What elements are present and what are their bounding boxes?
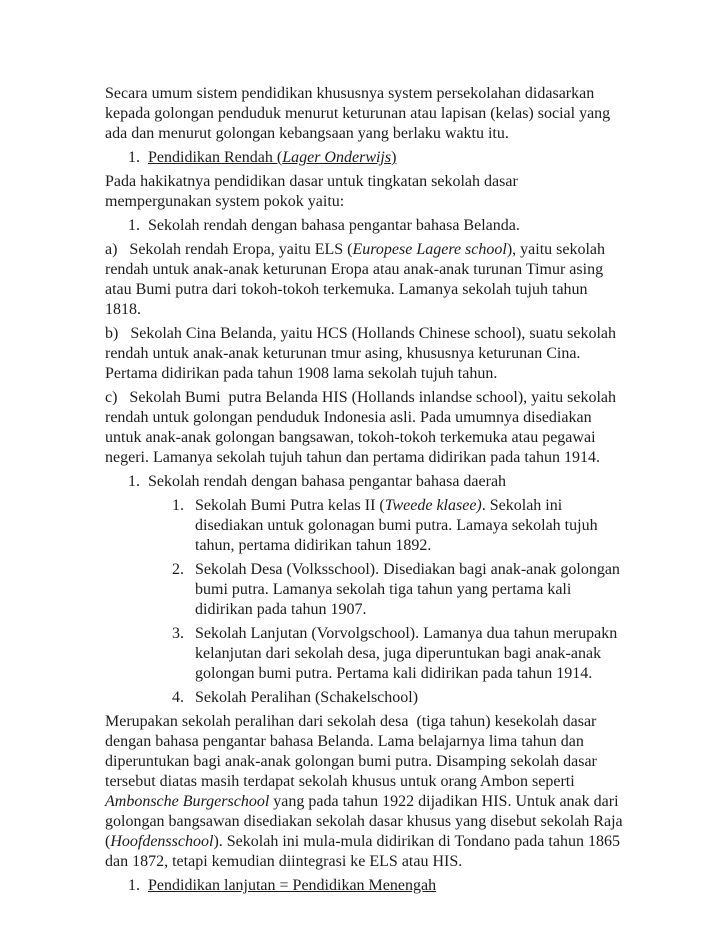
text-run: ), yaitu sekolah rendah untuk anak-anak keturunan Eropa atau anak-anak turunan Timur asing atau Bumi putra dari tokoh-tokoh terkemuka. Lamanya sekolah tujuh tahun 1818. xyxy=(105,241,608,318)
italic-text-run: Tweede klasee) xyxy=(384,497,482,514)
italic-text-run: Hoofdensschool xyxy=(110,833,214,850)
italic-text-run: Lager Onderwijs xyxy=(282,149,392,166)
text-run: b) Sekolah Cina Belanda, yaitu HCS (Hollands Chinese school), suatu sekolah rendah untuk anak-anak keturunan tmur asing, khususnya keturunan Cina. Pertama didirikan pada tahun 1908 lama sekolah tujuh tahun. xyxy=(105,325,617,382)
text-run: Sekolah Peralihan (Schakelschool) xyxy=(195,689,419,706)
text-run: Sekolah Bumi Putra kelas II ( xyxy=(195,497,385,514)
text-run: a) Sekolah rendah Eropa, yaitu ELS ( xyxy=(105,241,353,258)
list-item-text xyxy=(195,688,624,708)
text-run: Pendidikan lanjutan = Pendidikan Menengah xyxy=(148,877,437,894)
text-run: . Sekolah ini disediakan untuk golonagan bumi putra. Lamaya sekolah tujuh tahun, pertama didirikan tahun 1892. xyxy=(195,497,598,554)
list-item xyxy=(105,560,624,620)
text-run: ). Sekolah ini mula-mula didirikan di Tondano pada tahun 1865 dan 1872, tetapi kemudian diintegrasi ke ELS atau HIS. xyxy=(105,833,620,870)
text-run: Sekolah rendah dengan bahasa pengantar bahasa Belanda. xyxy=(148,217,520,234)
italic-text-run: Ambonsche Burgerschool xyxy=(105,793,270,810)
list-item-number: 4. xyxy=(172,689,184,706)
list-item-number: 3. xyxy=(172,625,184,642)
list-item-number: 1. xyxy=(128,217,140,234)
text-run: c) Sekolah Bumi putra Belanda HIS (Hollands inlandse school), yaitu sekolah rendah untuk golongan penduduk Indonesia asli. Pada umumnya disediakan untuk anak-anak golongan bangsawan, tokoh-tokoh terkemuka atau pegawai negeri. Lamanya sekolah tujuh tahun dan pertama didirikan pada tahun 1914. xyxy=(105,389,617,466)
list-item xyxy=(105,624,624,684)
text-run: Pada hakikatnya pendidikan dasar untuk tingkatan sekolah dasar mempergunakan system pokok yaitu: xyxy=(105,173,518,210)
list-item-number: 1. xyxy=(128,877,140,894)
paragraph xyxy=(105,240,624,320)
list-item-text xyxy=(148,472,624,492)
list-item-text xyxy=(148,148,624,168)
list-item-number: 1. xyxy=(172,497,184,514)
list-item xyxy=(105,496,624,556)
list-item xyxy=(105,472,624,492)
text-run: Pendidikan Rendah ( xyxy=(148,149,283,166)
italic-text-run: Europese Lagere school xyxy=(352,241,507,258)
text-run: Sekolah Desa (Volksschool). Disediakan bagi anak-anak golongan bumi putra. Lamanya sekolah tiga tahun yang pertama kali didirikan pada tahun 1907. xyxy=(195,561,620,618)
paragraph xyxy=(105,712,624,872)
list-item xyxy=(105,216,624,236)
text-run: Sekolah rendah dengan bahasa pengantar bahasa daerah xyxy=(148,473,507,490)
list-item xyxy=(105,876,624,896)
list-item-number: 2. xyxy=(172,561,184,578)
list-item-text xyxy=(148,876,624,896)
text-run: Sekolah Lanjutan (Vorvolgschool). Lamanya dua tahun merupakn kelanjutan dari sekolah desa, juga diperuntukan bagi anak-anak golongan bumi putra. Pertama kali didirikan pada tahun 1914. xyxy=(195,625,618,682)
text-run: Merupakan sekolah peralihan dari sekolah desa (tiga tahun) kesekolah dasar dengan bahasa pengantar bahasa Belanda. Lama belajarnya lima tahun dan diperuntukan bagi anak-anak golongan bumi putra. Disamping sekolah dasar tersebut diatas masih terdapat sekolah khusus untuk orang Ambon seperti xyxy=(105,713,597,790)
text-run: Secara umum sistem pendidikan khususnya system persekolahan didasarkan kepada golongan penduduk menurut keturunan atau lapisan (kelas) social yang ada dan menurut golongan kebangsaan yang berlaku waktu itu. xyxy=(105,85,611,142)
list-item-text xyxy=(195,624,624,684)
paragraph xyxy=(105,388,624,468)
list-item-text xyxy=(195,496,624,556)
list-item-number: 1. xyxy=(128,149,140,166)
paragraph xyxy=(105,172,624,212)
list-item xyxy=(105,148,624,168)
text-run: yang pada tahun 1922 dijadikan HIS. Untuk anak dari golongan bangsawan disediakan sekolah dasar khusus yang disebut sekolah Raja ( xyxy=(105,793,623,850)
list-item-text xyxy=(195,560,624,620)
list-item xyxy=(105,688,624,708)
text-run: ) xyxy=(391,149,397,166)
paragraph xyxy=(105,324,624,384)
list-item-number: 1. xyxy=(128,473,140,490)
list-item-text xyxy=(148,216,624,236)
paragraph xyxy=(105,84,624,144)
